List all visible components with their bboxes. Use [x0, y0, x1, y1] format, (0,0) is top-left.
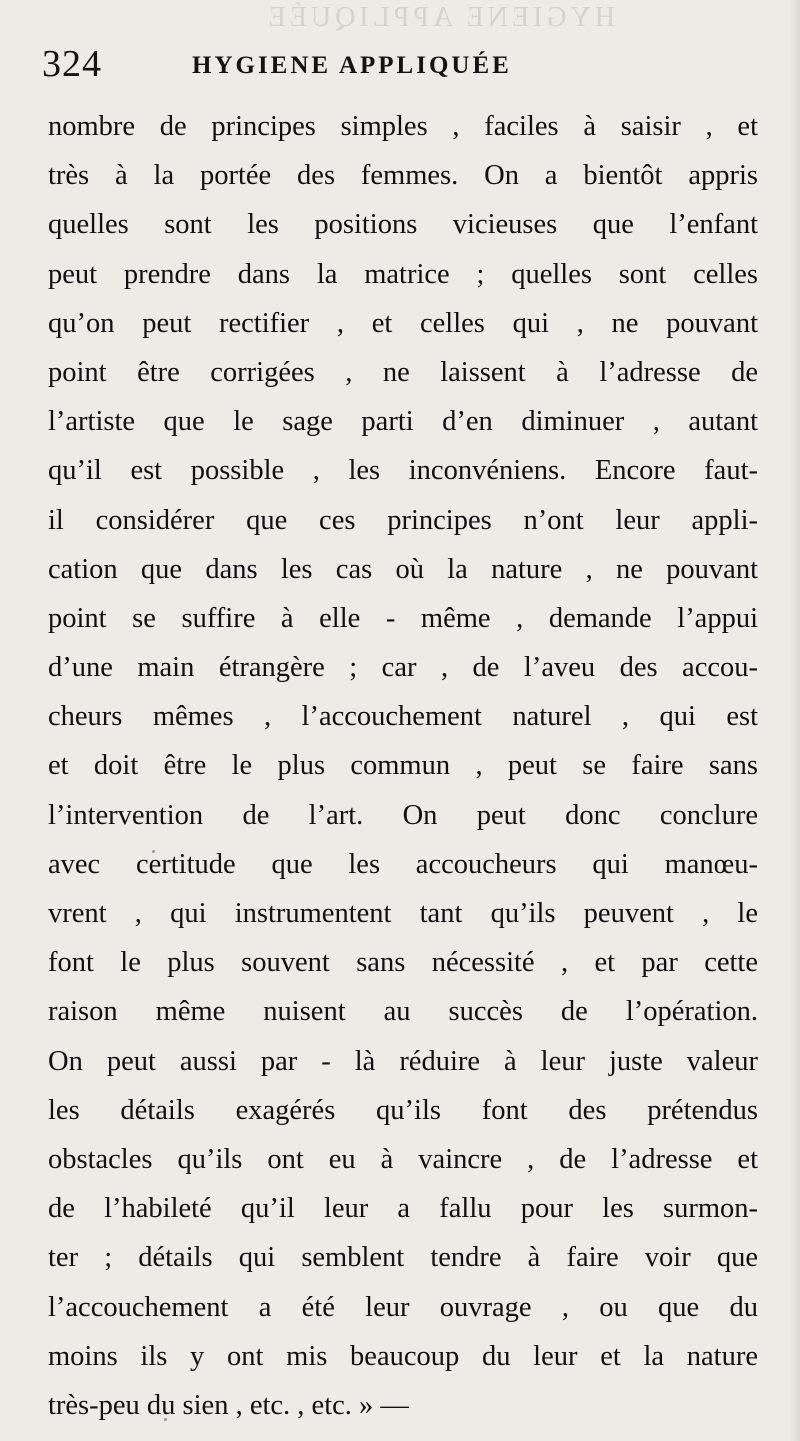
text-line: moins ils y ont mis beaucoup du leur et la nature — [48, 1340, 758, 1372]
text-line: ter ; détails qui semblent tendre à faire voir que — [48, 1242, 758, 1274]
paper-speck — [152, 850, 155, 853]
text-line: qu’on peut rectifier , et celles qui , ne pouvant — [48, 307, 758, 339]
running-head: HYGIENE APPLIQUÉE — [192, 52, 512, 79]
show-through-text: HYGIENE APPLIQUÉE — [264, 2, 615, 32]
text-line: On peut aussi par - là réduire à leur juste valeur — [48, 1045, 758, 1077]
text-line: cation que dans les cas où la nature , ne pouvant — [48, 553, 758, 585]
text-line: l’intervention de l’art. On peut donc conclure — [48, 799, 758, 831]
text-line: d’une main étrangère ; car , de l’aveu des accou- — [48, 652, 758, 684]
text-line: l’artiste que le sage parti d’en diminuer , autant — [48, 406, 758, 438]
text-line: qu’il est possible , les inconvéniens. Encore faut- — [48, 455, 758, 487]
text-line: de l’habileté qu’il leur a fallu pour les surmon- — [48, 1193, 758, 1225]
text-line: l’accouchement a été leur ouvrage , ou que du — [48, 1291, 758, 1323]
text-line: et doit être le plus commun , peut se faire sans — [48, 750, 758, 782]
text-line: point être corrigées , ne laissent à l’adresse de — [48, 356, 758, 388]
text-line: peut prendre dans la matrice ; quelles sont celles — [48, 258, 758, 290]
paper-speck — [164, 1418, 167, 1421]
text-line: vrent , qui instrumentent tant qu’ils peuvent , le — [48, 898, 758, 929]
text-line: les détails exagérés qu’ils font des prétendus — [48, 1094, 758, 1126]
text-line: quelles sont les positions vicieuses que l’enfant — [48, 209, 758, 241]
text-line: point se suffire à elle - même , demande l’appui — [48, 602, 758, 634]
text-line: nombre de principes simples , faciles à saisir , et — [48, 111, 758, 142]
text-line: très-peu du sien , etc. , etc. » — — [48, 1389, 409, 1421]
text-line: font le plus souvent sans nécessité , et par cette — [48, 947, 758, 979]
text-line: il considérer que ces principes n’ont leur appli- — [48, 504, 758, 536]
text-line: raison même nuisent au succès de l’opération. — [48, 996, 758, 1028]
text-line: obstacles qu’ils ont eu à vaincre , de l’adresse et — [48, 1143, 758, 1175]
page-number: 324 — [42, 43, 102, 85]
page-edge-shadow — [790, 0, 800, 1441]
page-header — [42, 44, 762, 94]
text-line: très à la portée des femmes. On a bientôt appris — [48, 160, 758, 192]
body-text — [48, 102, 758, 1430]
text-line: avec certitude que les accoucheurs qui manœu- — [48, 848, 758, 880]
text-line: cheurs mêmes , l’accouchement naturel , qui est — [48, 701, 758, 733]
